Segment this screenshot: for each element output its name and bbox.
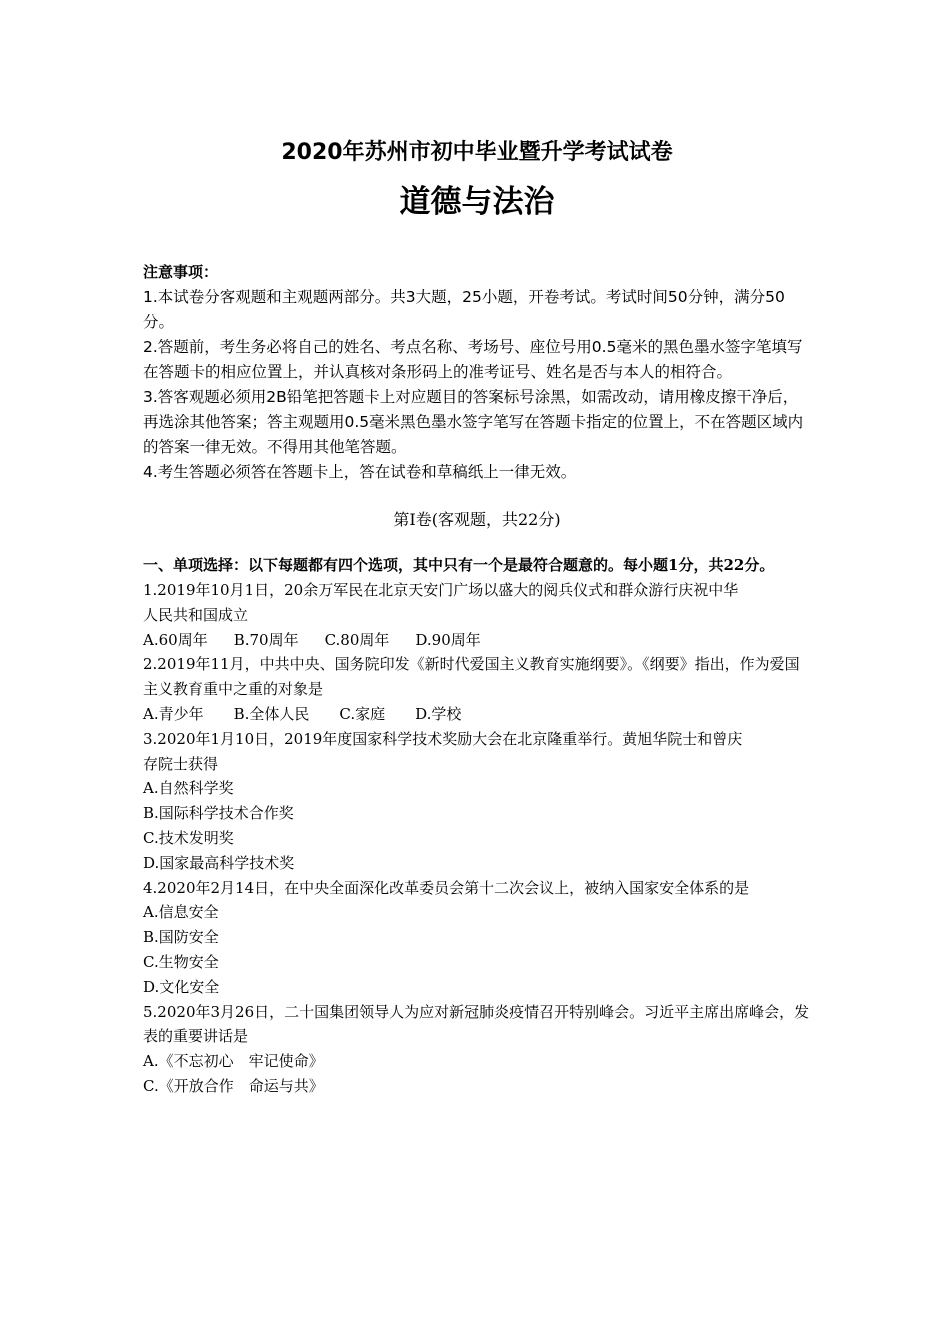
- option-b: B.全体人民: [233, 704, 310, 723]
- option-c: C.80周年: [324, 630, 390, 649]
- question-stem: 5.2020年3月26日，二十国集团领导人为应对新冠肺炎疫情召开特别峰会。习近平主席出席峰会，发表的重要讲话是: [143, 1002, 810, 1046]
- option-c: C.《开放合作 命运与共》: [143, 1076, 324, 1095]
- option-a: A.自然科学奖: [143, 779, 234, 798]
- question-stem-cont: 存院士获得: [143, 754, 219, 773]
- part-title: 第Ⅰ卷(客观题，共22分): [393, 510, 561, 529]
- note-item: 1.本试卷分客观题和主观题两部分。共3大题，25小题，开卷考试。考试时间50分钟，满分50分。: [143, 288, 785, 331]
- note-item: 3.答客观题必须用2B铅笔把答题卡上对应题目的答案标号涂黑，如需改动，请用橡皮擦干净后，再选涂其他答案；答主观题用0.5毫米黑色墨水签字笔写在答题卡指定的位置上，不在答题区域内的答案一律无效。不得用其他笔答题。: [143, 388, 804, 456]
- exam-subject: 道德与法治: [399, 184, 555, 220]
- question-stem: 4.2020年2月14日，在中央全面深化改革委员会第十二次会议上，被纳入国家安全体系的是: [143, 878, 750, 897]
- notes-section: [143, 260, 811, 485]
- option-a: A.青少年: [143, 704, 204, 723]
- option-b: B.国际科学技术合作奖: [143, 804, 294, 823]
- option-c: C.技术发明奖: [143, 828, 234, 847]
- question-options: [143, 702, 811, 727]
- exam-title: 2020年苏州市初中毕业暨升学考试试卷: [281, 140, 673, 165]
- option-d: D.学校: [415, 704, 462, 723]
- question-stem: 1.2019年10月1日，20余万军民在北京天安门广场以盛大的阅兵仪式和群众游行庆祝中华: [143, 581, 739, 599]
- option-d: D.90周年: [415, 630, 481, 649]
- exam-page: [143, 130, 811, 1099]
- option-c: C.家庭: [339, 704, 386, 723]
- question-stem: 2.2019年11月，中共中央、国务院印发《新时代爱国主义教育实施纲要》。《纲要》指出，作为爱国主义教育重中之重的对象是: [143, 655, 800, 699]
- option-a: A.信息安全: [143, 903, 219, 922]
- option-d: D.文化安全: [143, 977, 220, 996]
- option-b: B.70周年: [233, 630, 299, 649]
- section-title: 一、单项选择：以下每题都有四个选项，其中只有一个是最符合题意的。每小题1分，共22分。: [143, 556, 775, 574]
- note-item: 4.考生答题必须答在答题卡上，答在试卷和草稿纸上一律无效。: [143, 463, 577, 481]
- note-item: 2.答题前，考生务必将自己的姓名、考点名称、考场号、座位号用0.5毫米的黑色墨水签字笔填写在答题卡的相应位置上，并认真核对条形码上的准考证号、姓名是否与本人的相符合。: [143, 338, 803, 381]
- option-c: C.生物安全: [143, 952, 219, 971]
- option-a: A.60周年: [143, 630, 208, 649]
- question-list: [143, 578, 811, 1099]
- option-d: D.国家最高科学技术奖: [143, 853, 295, 872]
- question-options: [143, 628, 811, 653]
- question-stem-cont: 人民共和国成立: [143, 605, 249, 624]
- option-a: A.《不忘初心 牢记使命》: [143, 1052, 324, 1071]
- question-stem: 3.2020年1月10日，2019年度国家科学技术奖励大会在北京隆重举行。黄旭华院士和曾庆: [143, 729, 743, 748]
- option-b: B.国防安全: [143, 928, 219, 947]
- notes-heading: 注意事项：: [143, 263, 219, 281]
